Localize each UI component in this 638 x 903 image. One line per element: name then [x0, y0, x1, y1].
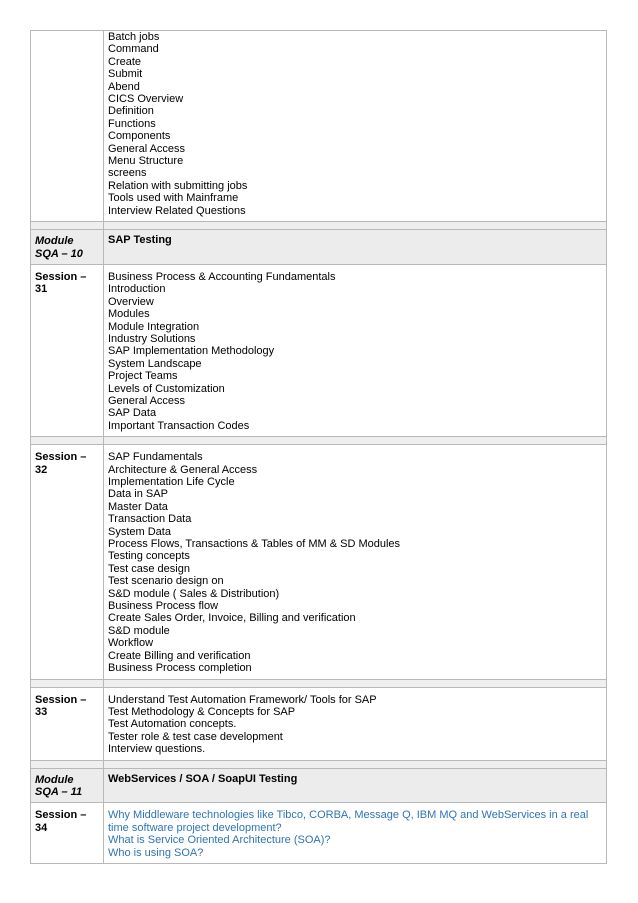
list-item: CICS Overview [108, 93, 184, 106]
list-item: Overview [108, 295, 154, 308]
module-header-row [31, 230, 607, 265]
empty-label-cell [31, 31, 104, 222]
spacer-row [31, 222, 607, 230]
list-item: Definition [108, 105, 154, 118]
session-label: Session – 33 [31, 687, 104, 760]
list-item: Test Automation concepts. [108, 718, 237, 731]
list-item: Project Teams [108, 370, 178, 383]
module-header-row [31, 768, 607, 803]
list-item: What is Service Oriented Architecture (SOA)? [108, 834, 331, 847]
list-item: S&D module ( Sales & Distribution) [108, 587, 280, 600]
list-item: SAP Data [108, 407, 157, 420]
list-item: S&D module [108, 624, 170, 637]
list-item: Introduction [108, 283, 166, 296]
list-item: Test Methodology & Concepts for SAP [108, 705, 296, 718]
list-item: Transaction Data [108, 513, 192, 526]
topic-list [104, 445, 607, 679]
session-row [31, 264, 607, 436]
list-item: General Access [108, 142, 186, 155]
list-item: Workflow [108, 637, 154, 650]
list-item: Create Sales Order, Invoice, Billing and verification [108, 612, 356, 625]
list-item: System Landscape [108, 357, 202, 370]
syllabus-page [30, 30, 606, 864]
module-label: Module SQA – 10 [31, 230, 104, 265]
list-item: Submit [108, 68, 143, 81]
list-item: screens [108, 167, 147, 180]
list-item: Test case design [108, 562, 190, 575]
spacer-row [31, 760, 607, 768]
list-item: Abend [108, 80, 140, 93]
list-item: SAP Fundamentals [108, 451, 203, 464]
session-row [31, 687, 607, 760]
table-row [31, 31, 607, 222]
session-label: Session – 31 [31, 264, 104, 436]
list-item: Create [108, 55, 142, 68]
list-item: Testing concepts [108, 550, 190, 563]
list-item: Architecture & General Access [108, 463, 258, 476]
list-item: Tester role & test case development [108, 730, 283, 743]
module-label: Module SQA – 11 [31, 768, 104, 803]
list-item: Why Middleware technologies like Tibco, CORBA, Message Q, IBM MQ and WebServices in a real time software project development? [108, 809, 589, 834]
session-row [31, 803, 607, 864]
list-item: Important Transaction Codes [108, 419, 250, 432]
session-row [31, 445, 607, 679]
list-item: Who is using SOA? [108, 846, 204, 859]
list-item: Command [108, 43, 159, 56]
list-item: Batch jobs [108, 31, 160, 43]
list-item: General Access [108, 394, 186, 407]
topic-list [104, 687, 607, 760]
list-item: Module Integration [108, 320, 200, 333]
spacer-row [31, 437, 607, 445]
topic-list [104, 264, 607, 436]
list-item: Create Billing and verification [108, 649, 251, 662]
session-label: Session – 34 [31, 803, 104, 864]
list-item: System Data [108, 525, 171, 538]
spacer-row [31, 679, 607, 687]
list-item: Relation with submitting jobs [108, 179, 248, 192]
list-item: Tools used with Mainframe [108, 192, 239, 205]
list-item: Data in SAP [108, 488, 168, 501]
list-item: Master Data [108, 500, 168, 513]
list-item: Business Process completion [108, 662, 252, 675]
syllabus-table [30, 30, 607, 864]
topic-list [104, 31, 607, 222]
list-item: Industry Solutions [108, 332, 196, 345]
list-item: Modules [108, 308, 150, 321]
list-item: Functions [108, 117, 156, 130]
list-item: Business Process flow [108, 600, 219, 613]
session-label: Session – 32 [31, 445, 104, 679]
list-item: Test scenario design on [108, 575, 224, 588]
list-item: Process Flows, Transactions & Tables of MM & SD Modules [108, 538, 401, 551]
module-title: SAP Testing [104, 230, 607, 265]
list-item: Menu Structure [108, 155, 184, 168]
list-item: Interview Related Questions [108, 204, 246, 217]
topic-list [104, 803, 607, 864]
list-item: Levels of Customization [108, 382, 225, 395]
module-title: WebServices / SOA / SoapUI Testing [104, 768, 607, 803]
list-item: Understand Test Automation Framework/ Tools for SAP [108, 693, 377, 706]
list-item: Implementation Life Cycle [108, 476, 235, 488]
list-item: Business Process & Accounting Fundamentals [108, 270, 336, 283]
list-item: Interview questions. [108, 743, 206, 756]
list-item: Components [108, 130, 171, 143]
list-item: SAP Implementation Methodology [108, 345, 275, 358]
